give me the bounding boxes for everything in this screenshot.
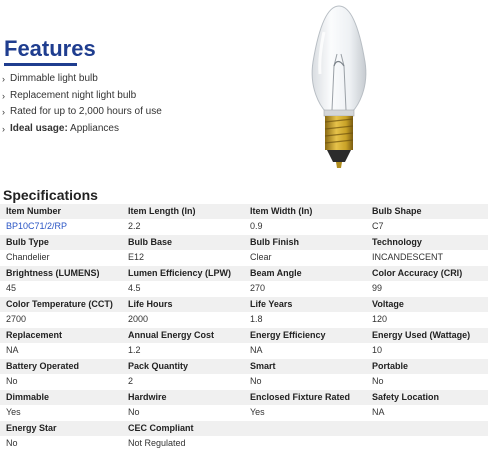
feature-item [0, 123, 162, 140]
spec-label-row [0, 204, 488, 220]
spec-value: 2700 [0, 312, 122, 328]
spec-label: Technology [366, 235, 488, 251]
light-bulb-c7-icon [296, 2, 382, 172]
spec-label-row [0, 235, 488, 251]
spec-label: Bulb Type [0, 235, 122, 251]
spec-label: Energy Used (Wattage) [366, 328, 488, 344]
item-number-cell [0, 219, 122, 235]
feature-item [0, 90, 162, 107]
spec-value-row [0, 312, 488, 328]
spec-label-row [0, 328, 488, 344]
spec-label: Item Width (In) [244, 204, 366, 220]
features-title: Features [4, 36, 96, 61]
spec-value: 270 [244, 281, 366, 297]
spec-label: Beam Angle [244, 266, 366, 282]
spec-label: Hardwire [122, 390, 244, 406]
spec-value: Yes [244, 405, 366, 421]
spec-label: Annual Energy Cost [122, 328, 244, 344]
spec-value: No [0, 436, 122, 452]
spec-value: No [366, 374, 488, 390]
spec-label: Smart [244, 359, 366, 375]
feature-item-text: Appliances [67, 122, 119, 134]
spec-value: 0.9 [244, 219, 366, 235]
features-underline [4, 63, 77, 66]
spec-value-row [0, 219, 488, 235]
spec-label: Safety Location [366, 390, 488, 406]
spec-value-row [0, 281, 488, 297]
spec-label: Portable [366, 359, 488, 375]
spec-label: Voltage [366, 297, 488, 313]
spec-value-row [0, 374, 488, 390]
spec-label: Brightness (LUMENS) [0, 266, 122, 282]
spec-value: Not Regulated [122, 436, 244, 452]
feature-item-text: Replacement night light bulb [10, 89, 137, 101]
spec-value-row [0, 405, 488, 421]
spec-value: Chandelier [0, 250, 122, 266]
spec-label: Item Length (In) [122, 204, 244, 220]
spec-label: Color Accuracy (CRI) [366, 266, 488, 282]
spec-label: Lumen Efficiency (LPW) [122, 266, 244, 282]
features-list [0, 73, 162, 139]
bullet-icon: › [2, 123, 5, 134]
spec-value-row [0, 250, 488, 266]
spec-label-row [0, 421, 488, 437]
spec-value: E12 [122, 250, 244, 266]
spec-label: Energy Efficiency [244, 328, 366, 344]
spec-label: Energy Star [0, 421, 122, 437]
spec-value: 45 [0, 281, 122, 297]
feature-item-label: Ideal usage: [10, 122, 68, 134]
spec-label-row [0, 390, 488, 406]
feature-item-text: Rated for up to 2,000 hours of use [10, 106, 162, 117]
spec-value: No [0, 374, 122, 390]
spec-value: 120 [366, 312, 488, 328]
spec-value [366, 436, 488, 452]
spec-label: Life Years [244, 297, 366, 313]
spec-value [244, 436, 366, 452]
spec-label: CEC Compliant [122, 421, 244, 437]
spec-value: C7 [366, 219, 488, 235]
spec-label: Battery Operated [0, 359, 122, 375]
bullet-icon: › [2, 90, 5, 101]
item-number-link[interactable]: BP10C71/2/RP [6, 221, 68, 231]
spec-value: 1.8 [244, 312, 366, 328]
spec-value-row [0, 343, 488, 359]
spec-value: Yes [0, 405, 122, 421]
feature-item [0, 106, 162, 123]
specifications-title: Specifications [3, 187, 98, 203]
spec-value: 2 [122, 374, 244, 390]
spec-label: Pack Quantity [122, 359, 244, 375]
spec-label [366, 421, 488, 437]
spec-label: Bulb Shape [366, 204, 488, 220]
spec-value: 99 [366, 281, 488, 297]
bullet-icon: › [2, 74, 5, 84]
feature-item [0, 73, 162, 90]
bullet-icon: › [2, 107, 5, 117]
spec-value: 2.2 [122, 219, 244, 235]
spec-label: Bulb Base [122, 235, 244, 251]
spec-label: Bulb Finish [244, 235, 366, 251]
spec-label-row [0, 359, 488, 375]
spec-value: 2000 [122, 312, 244, 328]
spec-label: Replacement [0, 328, 122, 344]
spec-value: NA [366, 405, 488, 421]
spec-label-row [0, 297, 488, 313]
spec-value-row [0, 436, 488, 452]
spec-value: No [122, 405, 244, 421]
spec-label-row [0, 266, 488, 282]
spec-value: NA [244, 343, 366, 359]
spec-label [244, 421, 366, 437]
spec-value: No [244, 374, 366, 390]
spec-value: NA [0, 343, 122, 359]
spec-label: Color Temperature (CCT) [0, 297, 122, 313]
spec-label: Item Number [0, 204, 122, 220]
spec-label: Life Hours [122, 297, 244, 313]
feature-item-text: Dimmable light bulb [10, 73, 98, 84]
spec-label: Dimmable [0, 390, 122, 406]
spec-label: Enclosed Fixture Rated [244, 390, 366, 406]
spec-value: 1.2 [122, 343, 244, 359]
spec-value: 4.5 [122, 281, 244, 297]
spec-value: 10 [366, 343, 488, 359]
specifications-table [0, 204, 488, 452]
spec-value: Clear [244, 250, 366, 266]
spec-value: INCANDESCENT [366, 250, 488, 266]
